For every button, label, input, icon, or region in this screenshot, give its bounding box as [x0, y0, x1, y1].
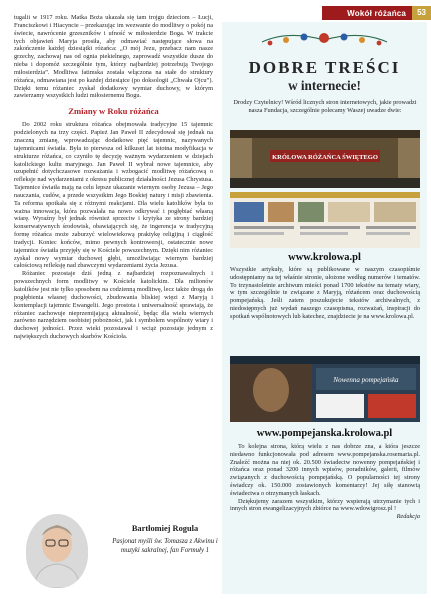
promo-intro: Drodzy Czytelnicy! Wśród licznych stron internetowych, jakie prowadzi nasza Fundacja, szczególnie polecamy Waszej uwadze dwie:	[233, 99, 417, 114]
author-description: Pasjonat myśli św. Tomasza z Akwinu i muzyki sakralnej, fan Formuły 1	[112, 538, 218, 554]
banner1-text: KRÓLOWA RÓŻAŃCA ŚWIĘTEGO	[272, 154, 378, 161]
promo-text-block	[230, 443, 420, 521]
promo-paragraph: Wszystkie artykuły, które są publikowane w naszym czasopiśmie udostępniamy na tej właśnie stronie, ułożone według numerów i tematów. To trzynastoletnie archiwum mieści ponad 1700 tekstów na tematy wiary, w tym szczególnie te związane z Maryją, różańcem oraz duchowością pompejańską. Jeśli zatem poszukujecie tekstów archiwalnych, z niedostępnych już wydań naszego czasopisma, rozważań, inspiracji do spotkań wspólnotowych lub katechez, znajdziecie je na www.krolowa.pl.	[230, 266, 420, 320]
running-header	[322, 6, 431, 20]
promo-panel	[222, 22, 427, 594]
promo-title: DOBRE TREŚCI	[248, 58, 401, 77]
floral-ornament-icon	[258, 28, 391, 50]
author-name: Bartłomiej Rogula	[131, 524, 199, 533]
author-photo	[26, 514, 88, 588]
banner2-text: Nowenna pompejańska	[333, 376, 399, 384]
section-header-title: Wokół różańca	[347, 8, 407, 18]
page-number: 53	[412, 6, 431, 20]
author-box	[14, 512, 218, 592]
signature: Redakcja	[396, 513, 420, 521]
promo-paragraph: Dziękujemy zarazem wszystkim, którzy wspierają utrzymanie tych i innych stron ewangelizacyjnych zbiórce na www.wdowigrosz.pl !	[230, 497, 420, 513]
article-paragraph: Do 2002 roku struktura różańca obejmowała tradycyjne 15 tajemnic podzielonych na trzy części. Papież Jan Paweł II zdecydował się jednak na znaczną zmianę, wprowadzając dodatkowe pięć tajemnic, nazywanych tajemnicami światła. Była to pierwsza od kilkuset lat istotna modyfikacja w strukturze różańca, co czyniło tę decyzję ważnym wydarzeniem w dziejach katolickiego kultu maryjnego. Jan Paweł II wybrał nowe tajemnice, aby uzupełnić dotychczasowe rozważania i wzbogacić modlitwę różańcową o refleksje nad wydarzeniami z okresu publicznej działalności Jezusa Chrystusa. Tajemnice światła mają na celu lepsze ukazanie wiernym osoby Jezusa – Jego nauczania, cudów, a przede wszystkim Jego Boskiej natury i misji zbawienia. Ta reforma spotkała się z różnymi reakcjami. Dla wielu katolików była to ważna innowacja, która pozwalała na nowo odkrywać i pogłębiać własną wiarę. Wyraźny był jednak również sprzeciw i krytyka ze strony bardziej konserwatywnych środowisk, obawiających się, że ingerencja w tradycyjną formę różańca może zaburzyć wielowiekową praktykę religijną i ciągłość tradycji. Koniec końców, mimo pewnych kontrowersji, ostatecznie nowe tajemnice światła przyjęły się w Kościele powszechnym. Dzięki nim różaniec zyskał nowy wymiar duchowej głębi, umożliwiając wiernym bardziej całościową refleksję nad zbawczymi wydarzeniami życia Jezusa.	[14, 121, 213, 270]
promo-subtitle: w internecie!	[288, 78, 361, 93]
article-paragraph: tugalii w 1917 roku. Matka Boża ukazała się tam trojgu dzieciom – Łucji, Franciszkowi i Hiacyncie – przekazując im wezwanie do modlitwy o pokój na świecie, nawrócenie grzeszników i ufność w miłosierdzie Boga. W trakcie tych objawień Maryja prosiła, aby odmawiać następujące słowa na zakończenie każdej dziesiątki różańca: „O mój Jezu, przebacz nam nasze grzechy, zachowaj nas od ognia piekielnego, zaprowadź wszystkie dusze do nieba i dopomóż szczególnie tym, którzy najbardziej potrzebują Twojego miłosierdzia”. Modlitwa fatimska została włączona na stałe do struktury różańca, odmawiana jest po każdej dziesiątce (po doksologii „Chwała Ojcu”). Dzięki temu różaniec zyskał dodatkowy wymiar duchowy, w którym zawierzamy wszystkich ludzi miłosiernemu Bogu.	[14, 14, 213, 100]
article-column	[14, 14, 213, 341]
promo-paragraph: To kolejna strona, którą wielu z nas dobrze zna, a która jeszcze niedawno funkcjonowała pod adresem www.pompejanska.rosemaria.pl. Znaleźć można na niej ok. 20.500 świadectw nowenny pompejańskiej i różańca oraz ponad 3200 innych wpisów, poradników, galerii, filmów związanych z duchowością pompejańską. O popularności tej strony świadczy ok. 150.000 zostawionych komentarzy! Jej siłę stanowią świadectwa o otrzymanych łaskach.	[230, 443, 420, 497]
article-paragraph: Różaniec pozostaje dziś jedną z najbardziej rozpoznawalnych i powszechnych form modlitwy w Kościele katolickim. Dla milionów katolików jest nie tylko sposobem na codzienną modlitwę, lecz także drogą do pogłębienia własnej duchowości, zbudowania bliskiej więzi z Maryją i kontemplacji tajemnic Ewangelii. Jego prostota i uniwersalność sprawiają, że różaniec zachowuje nieprzemijającą aktualność, będąc dla wielu wiernych zarówno narzędziem osobistej pobożności, jak i symbolem wspólnoty wiary i duchowej jedności. Przez wieki pozostawał i wciąż pozostaje jednym z największych duchowych skarbów Kościoła.	[14, 270, 213, 341]
site-url-pompejanska: www.pompejanska.krolowa.pl	[256, 428, 393, 439]
krolowa-banner-screenshot	[230, 130, 420, 188]
pompejanska-site-screenshot	[230, 356, 420, 422]
section-heading: Zmiany w Roku różańca	[68, 106, 159, 117]
krolowa-site-screenshot	[230, 192, 420, 248]
site-url-krolowa: www.krolowa.pl	[288, 252, 361, 263]
